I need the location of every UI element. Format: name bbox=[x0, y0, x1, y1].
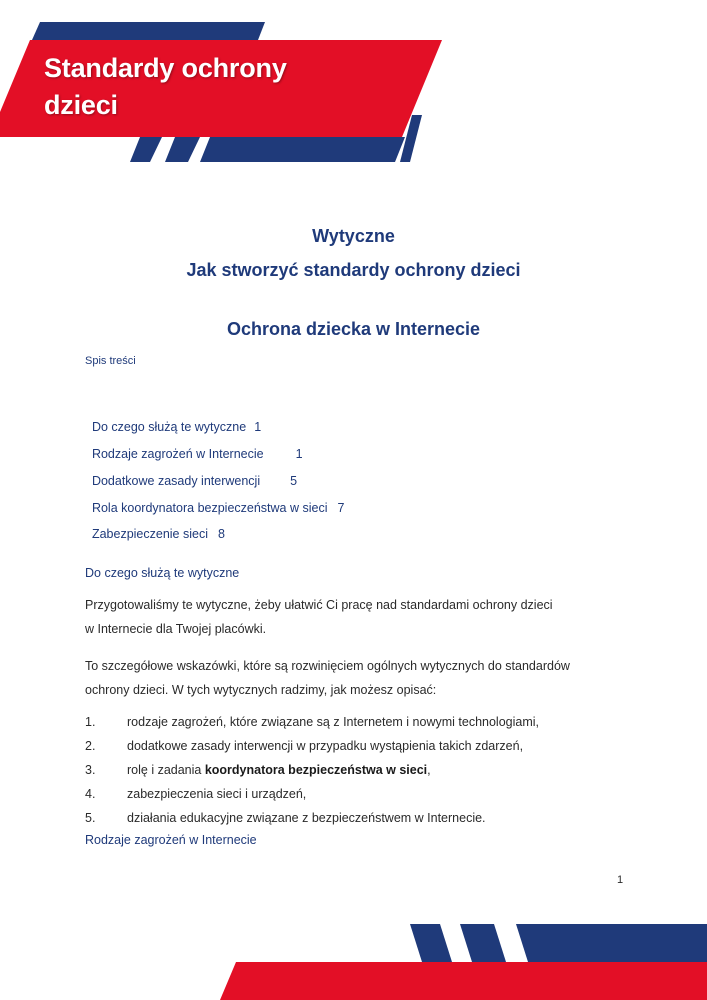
toc-item-page: 1 bbox=[254, 420, 262, 434]
toc-item-text: Do czego służą te wytyczne bbox=[91, 420, 247, 434]
title-wytyczne: Wytyczne bbox=[312, 226, 395, 246]
footer-red-band bbox=[220, 962, 707, 1000]
toc-item[interactable] bbox=[85, 406, 261, 434]
list-item bbox=[127, 763, 431, 777]
toc-item[interactable] bbox=[85, 460, 297, 488]
section-title: Ochrona dziecka w Internecie bbox=[226, 319, 481, 339]
list-number: 2. bbox=[85, 739, 96, 753]
list-number: 5. bbox=[85, 811, 96, 825]
toc-item[interactable] bbox=[85, 433, 303, 461]
toc-item-text: Dodatkowe zasady interwencji bbox=[91, 474, 261, 488]
banner-navy-stripe-2 bbox=[165, 137, 200, 162]
toc-item-page: 5 bbox=[290, 474, 298, 488]
document-title-line-1: Standardy ochrony bbox=[44, 53, 287, 83]
list-item: działania edukacyjne związane z bezpieczeństwem w Internecie. bbox=[127, 811, 486, 825]
paragraph-2 bbox=[85, 654, 570, 702]
banner-navy-stripe-3 bbox=[200, 137, 405, 162]
list-number: 4. bbox=[85, 787, 96, 801]
toc-item-text: Rodzaje zagrożeń w Internecie bbox=[91, 447, 264, 461]
footer-navy-stripe-2 bbox=[460, 924, 506, 962]
toc-item-text: Rola koordynatora bezpieczeństwa w sieci bbox=[91, 501, 328, 515]
paragraph-line: Przygotowaliśmy te wytyczne, żeby ułatwić Ci pracę nad standardami ochrony dzieci bbox=[85, 598, 553, 612]
section-heading: Rodzaje zagrożeń w Internecie bbox=[85, 833, 257, 847]
page-number: 1 bbox=[617, 874, 624, 886]
paragraph-1 bbox=[85, 593, 553, 641]
document-title bbox=[44, 50, 287, 124]
toc-item-page: 1 bbox=[295, 447, 303, 461]
footer-banner bbox=[0, 920, 707, 1000]
banner-navy-stripe-1 bbox=[130, 137, 162, 162]
list-item-text: rolę i zadania bbox=[127, 763, 205, 777]
list-item: dodatkowe zasady interwencji w przypadku wystąpienia takich zdarzeń, bbox=[127, 739, 524, 753]
footer-navy-stripe-3 bbox=[516, 924, 707, 962]
list-number: 1. bbox=[85, 715, 96, 729]
toc-item-page: 7 bbox=[337, 501, 345, 515]
toc-item[interactable] bbox=[85, 487, 344, 515]
section-heading: Do czego służą te wytyczne bbox=[85, 566, 240, 580]
paragraph-line: w Internecie dla Twojej placówki. bbox=[85, 622, 267, 636]
toc-item-page: 8 bbox=[218, 527, 225, 541]
toc-label: Spis treści bbox=[85, 355, 136, 367]
toc-item[interactable] bbox=[85, 513, 225, 541]
list-item: rodzaje zagrożeń, które związane są z Internetem i nowymi technologiami, bbox=[127, 715, 540, 729]
paragraph-line: To szczegółowe wskazówki, które są rozwinięciem ogólnych wytycznych do standardów bbox=[85, 659, 570, 673]
list-number: 3. bbox=[85, 763, 96, 777]
footer-navy-stripe-1 bbox=[410, 924, 452, 962]
subtitle: Jak stworzyć standardy ochrony dzieci bbox=[186, 260, 521, 280]
paragraph-line: ochrony dzieci. W tych wytycznych radzimy, jak możesz opisać: bbox=[85, 683, 437, 697]
document-title-line-2: dzieci bbox=[44, 90, 118, 120]
toc-item-text: Zabezpieczenie sieci bbox=[91, 527, 208, 541]
list-item: zabezpieczenia sieci i urządzeń, bbox=[127, 787, 307, 801]
list-item-punct: , bbox=[427, 763, 431, 777]
bold-term: koordynatora bezpieczeństwa w sieci bbox=[204, 763, 428, 777]
banner-navy-top-stripe bbox=[32, 22, 265, 40]
